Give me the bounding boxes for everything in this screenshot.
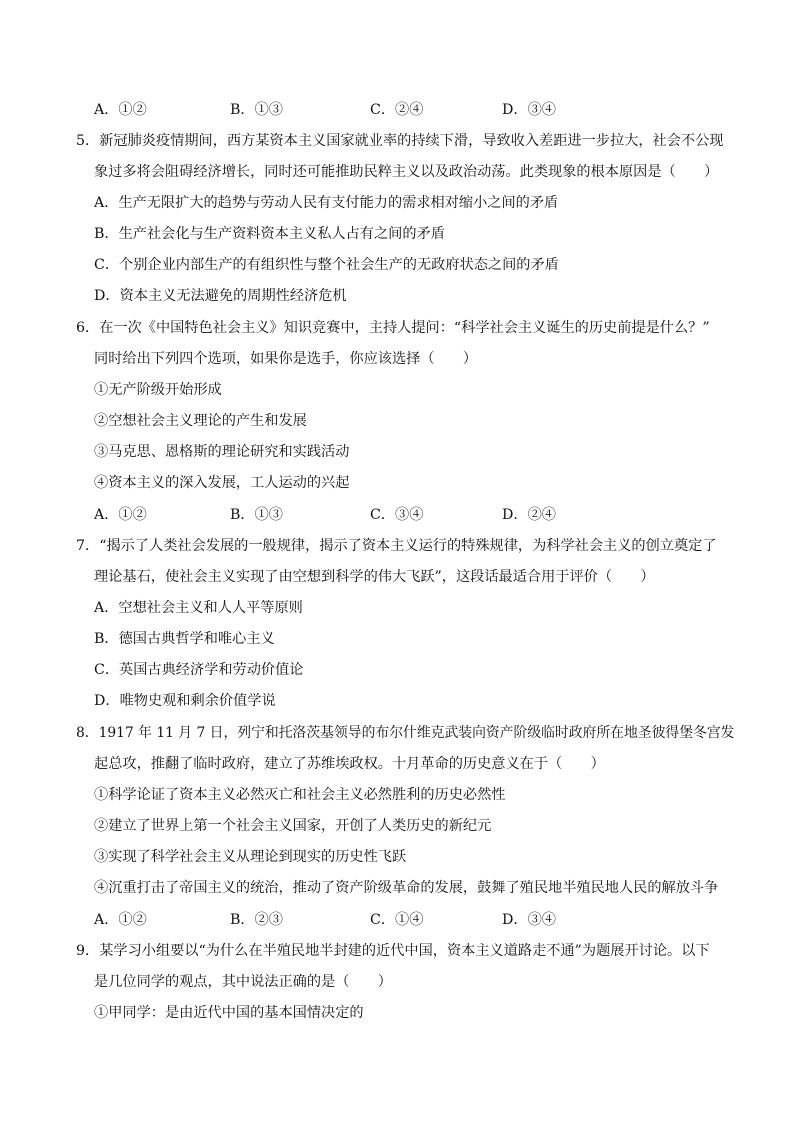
- q4-option-a[interactable]: A．①②: [94, 102, 147, 118]
- q6-item-3: ③马克思、恩格斯的理论研究和实践活动: [94, 444, 350, 460]
- q6-options: [94, 505, 654, 525]
- q7-stem-line-1: 7．“揭示了人类社会发展的一般规律，揭示了资本主义运行的特殊规律，为科学社会主义的创立奠定了: [76, 538, 717, 554]
- q7-option-d[interactable]: D．唯物史观和剩余价值学说: [94, 693, 276, 709]
- q7-option-a[interactable]: A．空想社会主义和人人平等原则: [94, 600, 303, 616]
- q8-options: [94, 910, 654, 930]
- q8-item-1: ①科学论证了资本主义必然灭亡和社会主义必然胜利的历史必然性: [94, 787, 506, 803]
- q5-stem-line-2: 象过多将会阻碍经济增长，同时还可能推助民粹主义以及政治动荡。此类现象的根本原因是（ ）: [94, 164, 719, 180]
- q4-option-d[interactable]: D．③④: [502, 102, 556, 118]
- q8-option-b[interactable]: B．②③: [230, 912, 283, 928]
- q8-item-2: ②建立了世界上第一个社会主义国家，开创了人类历史的新纪元: [94, 818, 492, 834]
- q6-item-4: ④资本主义的深入发展，工人运动的兴起: [94, 475, 350, 491]
- q5-option-a[interactable]: A．生产无限扩大的趋势与劳动人民有支付能力的需求相对缩小之间的矛盾: [94, 195, 559, 211]
- q8-option-d[interactable]: D．③④: [502, 912, 556, 928]
- q8-stem-line-1: 8．1917 年 11 月 7 日，列宁和托洛茨基领导的布尔什维克武装向资产阶级临时政府所在地圣彼得堡冬宫发: [76, 725, 735, 741]
- q6-option-d[interactable]: D．②④: [502, 507, 556, 523]
- q4-options: [94, 100, 654, 120]
- q9-stem-line-1: 9．某学习小组要以“为什么在半殖民地半封建的近代中国，资本主义道路走不通”为题展开讨论。以下: [76, 943, 710, 959]
- q8-item-3: ③实现了科学社会主义从理论到现实的历史性飞跃: [94, 849, 407, 865]
- q6-option-a[interactable]: A．①②: [94, 507, 147, 523]
- q7-option-c[interactable]: C．英国古典经济学和劳动价值论: [94, 662, 304, 678]
- q6-option-c[interactable]: C．③④: [370, 507, 424, 523]
- q6-item-1: ①无产阶级开始形成: [94, 382, 222, 398]
- q4-option-c[interactable]: C．②④: [370, 102, 424, 118]
- q9-item-1: ①甲同学：是由近代中国的基本国情决定的: [94, 1005, 364, 1021]
- q7-option-b[interactable]: B．德国古典哲学和唯心主义: [94, 631, 275, 647]
- q7-stem-line-2: 理论基石，使社会主义实现了由空想到科学的伟大飞跃”，这段话最适合用于评价（ ）: [94, 569, 655, 585]
- q8-option-a[interactable]: A．①②: [94, 912, 147, 928]
- q5-option-b[interactable]: B．生产社会化与生产资料资本主义私人占有之间的矛盾: [94, 226, 445, 242]
- q6-item-2: ②空想社会主义理论的产生和发展: [94, 413, 307, 429]
- q5-stem-line-1: 5．新冠肺炎疫情期间，西方某资本主义国家就业率的持续下滑，导致收入差距进一步拉大，社会不公现: [76, 133, 724, 149]
- q8-option-c[interactable]: C．①④: [370, 912, 424, 928]
- q8-stem-line-2: 起总攻，推翻了临时政府，建立了苏维埃政权。十月革命的历史意义在于（ ）: [94, 756, 605, 772]
- q8-item-4: ④沉重打击了帝国主义的统治，推动了资产阶级革命的发展，鼓舞了殖民地半殖民地人民的解放斗争: [94, 880, 719, 896]
- q4-option-b[interactable]: B．①③: [230, 102, 283, 118]
- q6-stem-line-1: 6．在一次《中国特色社会主义》知识竞赛中，主持人提问：“科学社会主义诞生的历史前提是什么？”: [76, 320, 710, 336]
- q9-stem-line-2: 是几位同学的观点，其中说法正确的是（ ）: [94, 974, 392, 990]
- q6-option-b[interactable]: B．①③: [230, 507, 283, 523]
- q6-stem-line-2: 同时给出下列四个选项，如果你是选手，你应该选择（ ）: [94, 351, 478, 367]
- q5-option-c[interactable]: C．个别企业内部生产的有组织性与整个社会生产的无政府状态之间的矛盾: [94, 257, 559, 273]
- q5-option-d[interactable]: D．资本主义无法避免的周期性经济危机: [94, 288, 347, 304]
